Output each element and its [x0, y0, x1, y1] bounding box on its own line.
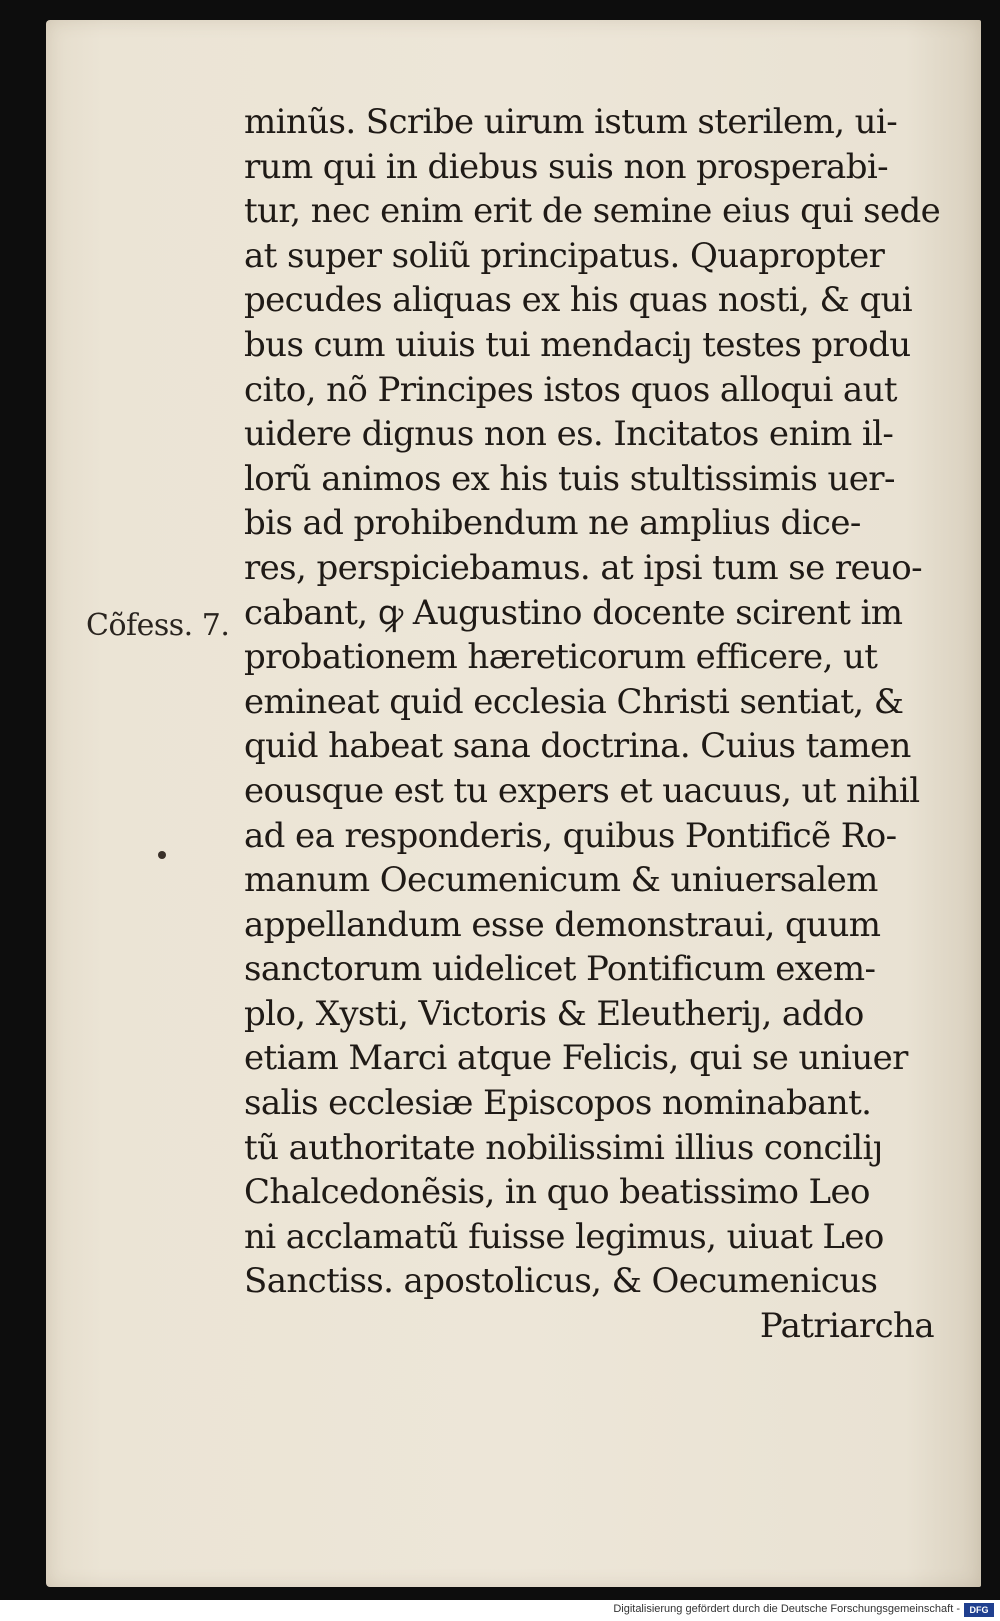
digitization-footer — [0, 1600, 1000, 1621]
text-line: uidere dignus non es. Incitatos enim il- — [244, 414, 894, 455]
text-line: Sanctiss. apostolicus, & Oecumenicus — [244, 1261, 878, 1302]
marginal-dot-mark — [158, 851, 166, 859]
footer-credit: Digitalisierung gefördert durch die Deutsche Forschungsgemeinschaft - — [613, 1603, 960, 1615]
text-line: emineat quid ecclesia Christi sentiat, & — [244, 681, 904, 722]
text-line: pecudes aliquas ex his quas nosti, & qui — [244, 280, 913, 321]
text-line: minũs. Scribe uirum istum sterilem, ui- — [244, 102, 898, 142]
text-line: plo, Xysti, Victoris & Eleutheriȷ, addo — [244, 993, 864, 1034]
text-line: Chalcedonẽsis, in quo beatissimo Leo — [244, 1172, 870, 1213]
text-line: ad ea responderis, quibus Pontificẽ Ro- — [244, 815, 897, 856]
text-line: appellandum esse demonstraui, quum — [244, 904, 881, 945]
text-line: bis ad prohibendum ne amplius dice- — [244, 503, 861, 544]
text-line: res, perspiciebamus. at ipsi tum se reuo- — [244, 547, 923, 588]
text-line: tũ authoritate nobilissimi illius conciliȷ — [244, 1127, 883, 1168]
text-line: ni acclamatũ fuisse legimus, uiuat Leo — [244, 1216, 884, 1257]
text-line: manum Oecumenicum & uniuersalem — [244, 860, 878, 901]
text-line: probationem hæreticorum efficere, ut — [244, 637, 878, 678]
text-line: quid habeat sana doctrina. Cuius tamen — [244, 726, 911, 767]
text-line: tur, nec enim erit de semine eius qui sede — [244, 191, 941, 232]
marginal-note: Cõfess. 7. — [86, 608, 230, 643]
text-line: bus cum uiuis tui mendaciȷ testes produ — [244, 324, 911, 365]
text-line: lorũ animos ex his tuis stultissimis uer- — [244, 458, 895, 499]
text-line: at super soliũ principatus. Quapropter — [244, 235, 885, 276]
body-text — [244, 100, 944, 1349]
text-line: etiam Marci atque Felicis, qui se uniuer — [244, 1038, 908, 1079]
text-line: rum qui in diebus suis non prosperabi- — [244, 146, 889, 187]
catchword: Patriarcha — [759, 1306, 934, 1347]
dfg-logo: DFG — [964, 1603, 994, 1617]
text-line: cito, nõ Principes istos quos alloqui aut — [244, 369, 897, 410]
text-line: salis ecclesiæ Episcopos nominabant. — [244, 1083, 872, 1124]
text-line: eousque est tu expers et uacuus, ut nihil — [244, 770, 920, 811]
text-line: cabant, ꝙ Augustino docente scirent im — [244, 592, 903, 633]
text-line: sanctorum uidelicet Pontificum exem- — [244, 949, 876, 990]
